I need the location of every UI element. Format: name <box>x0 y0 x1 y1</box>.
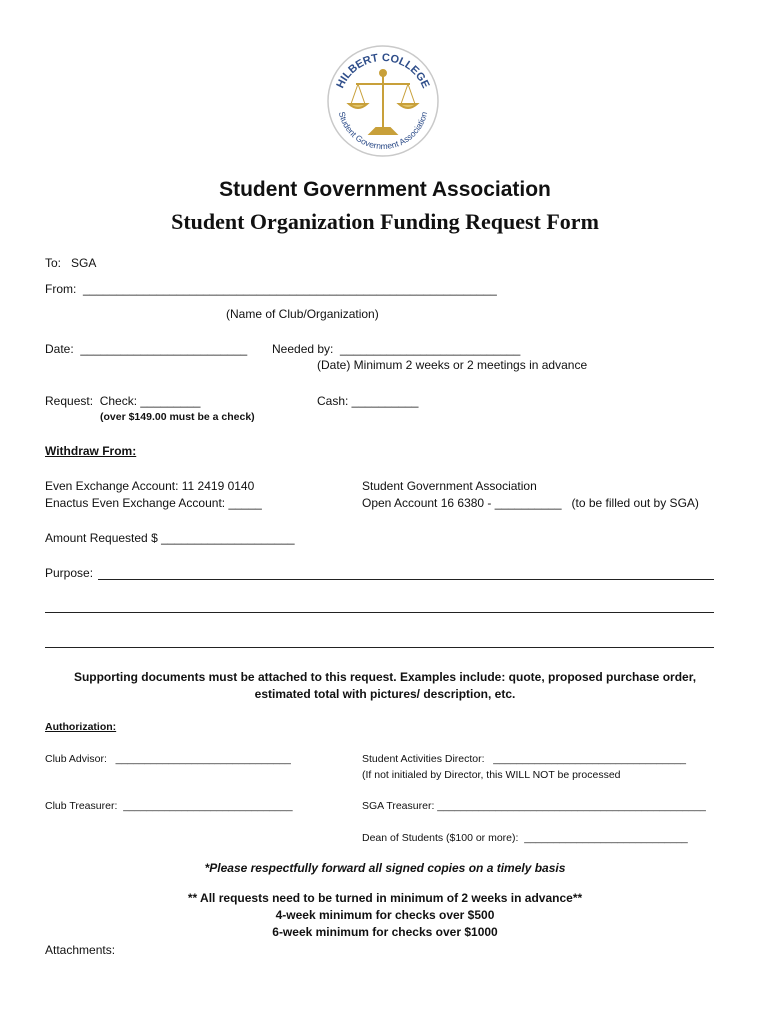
director-note: (If not initialed by Director, this WILL NOT be processed <box>362 769 621 781</box>
purpose-line-3[interactable] <box>45 647 714 648</box>
from-field[interactable]: From: ______________________________________________________________ <box>45 282 497 296</box>
six-week-note: 6-week minimum for checks over $1000 <box>272 925 498 939</box>
form-title: Student Organization Funding Request Form <box>171 209 599 234</box>
purpose-line-2[interactable] <box>45 612 714 613</box>
requests-note: ** All requests need to be turned in minimum of 2 weeks in advance** <box>187 891 583 905</box>
check-note: (over $149.00 must be a check) <box>100 411 255 423</box>
sga-account-name: Student Government Association <box>362 479 537 493</box>
dean-field[interactable]: Dean of Students ($100 or more): ____________________________ <box>362 832 688 844</box>
supporting-note-line2: estimated total with pictures/ description, etc. <box>254 687 516 701</box>
enactus-account-field[interactable]: Enactus Even Exchange Account: _____ <box>45 496 262 510</box>
purpose-line-1[interactable] <box>98 579 714 580</box>
withdraw-heading: Withdraw From: <box>45 444 137 458</box>
logo-arc-bottom: Student Government Association <box>336 110 430 152</box>
amount-requested-field[interactable]: Amount Requested $ ____________________ <box>45 531 295 545</box>
request-check-field[interactable]: Request: Check: _________ <box>45 394 201 408</box>
from-caption: (Name of Club/Organization) <box>226 307 379 321</box>
logo-arc-top: HILBERT COLLEGE <box>334 51 432 91</box>
date-field[interactable]: Date: _________________________ <box>45 342 248 356</box>
club-treasurer-field[interactable]: Club Treasurer: _____________________________ <box>45 800 293 812</box>
club-advisor-field[interactable]: Club Advisor: ______________________________ <box>45 753 291 765</box>
authorization-heading: Authorization: <box>45 721 117 733</box>
supporting-note-line1: Supporting documents must be attached to this request. Examples include: quote, proposed purchase order, <box>73 670 697 684</box>
open-account-field[interactable]: Open Account 16 6380 - __________ (to be filled out by SGA) <box>362 496 699 510</box>
activities-director-field[interactable]: Student Activities Director: _________________________________ <box>362 753 687 765</box>
cash-field[interactable]: Cash: __________ <box>317 394 419 408</box>
even-exchange-account: Even Exchange Account: 11 2419 0140 <box>45 479 255 493</box>
page-title: Student Government Association <box>219 178 551 201</box>
four-week-note: 4-week minimum for checks over $500 <box>275 908 495 922</box>
to-line: To: SGA <box>45 256 97 270</box>
sga-treasurer-field[interactable]: SGA Treasurer: ______________________________________________ <box>362 800 706 812</box>
college-seal-logo <box>326 44 440 158</box>
needed-by-field[interactable]: Needed by: ___________________________ <box>272 342 521 356</box>
needed-by-caption: (Date) Minimum 2 weeks or 2 meetings in advance <box>317 358 588 372</box>
purpose-label: Purpose: <box>45 566 94 580</box>
attachments-label: Attachments: <box>45 943 116 957</box>
forward-note: *Please respectfully forward all signed copies on a timely basis <box>204 861 566 875</box>
